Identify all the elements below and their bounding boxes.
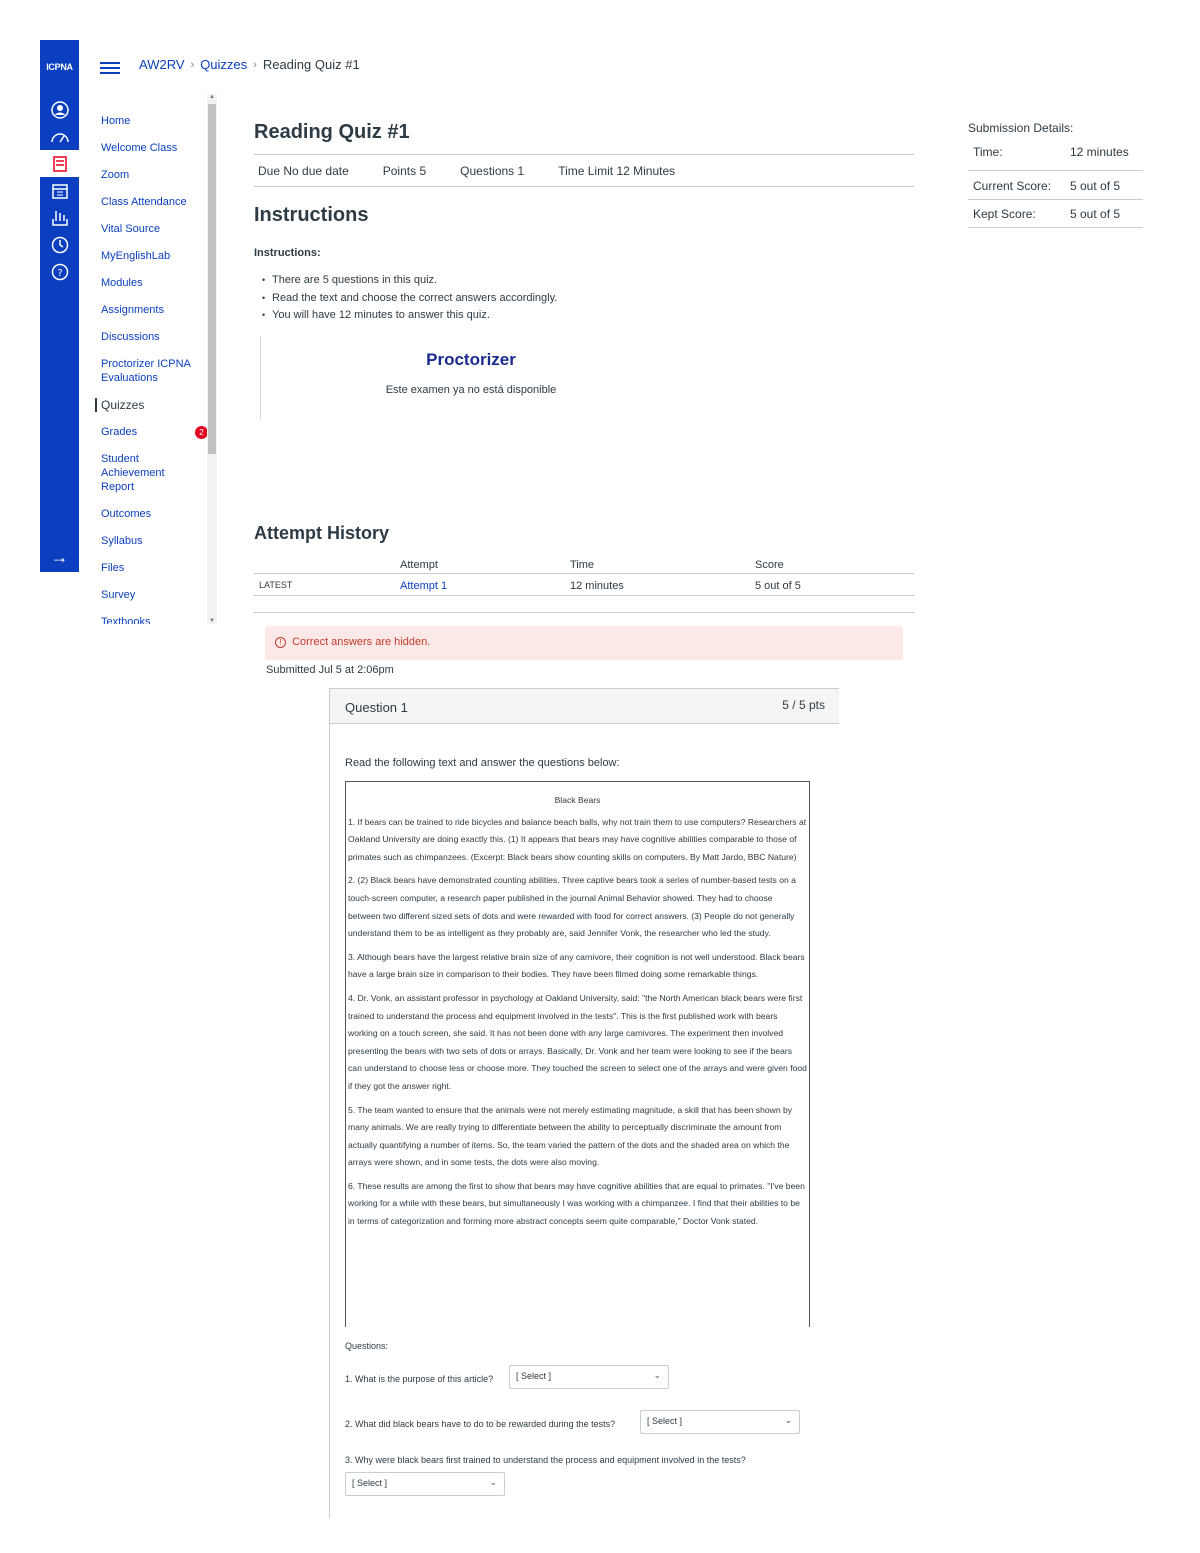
warning-icon: ! (275, 637, 286, 648)
dashboard-icon[interactable] (40, 123, 79, 150)
current-score-value: 5 out of 5 (1070, 179, 1121, 193)
svg-text:?: ? (56, 267, 63, 279)
course-nav-welcome-class[interactable]: Welcome Class (101, 142, 178, 154)
course-nav-home[interactable]: Home (101, 115, 131, 127)
question-intro: Read the following text and answer the questions below: (345, 757, 620, 769)
attempt-table-header (254, 557, 914, 574)
calendar-icon[interactable] (40, 177, 79, 204)
kept-score-label: Kept Score: (973, 207, 1036, 221)
sub-question-3-select[interactable] (345, 1472, 505, 1496)
points-label: Points (382, 163, 417, 178)
instructions-heading: Instructions (254, 204, 369, 226)
due-date (258, 164, 349, 178)
course-nav-assignments[interactable]: Assignments (101, 304, 164, 316)
sub-question-2-select[interactable] (640, 1410, 800, 1434)
history-icon[interactable] (40, 231, 79, 258)
reading-paragraph: 3. Although bears have the largest relative brain size of any carnivore, their cognition is not well understood. Black bears have a large brain size in comparison to their bodies. They have been filmed doing some remarkable things. (348, 951, 805, 980)
attempt-history-table (254, 557, 914, 596)
kept-score-value: 5 out of 5 (1070, 207, 1121, 221)
question-header (330, 688, 839, 724)
attempt-time: 12 minutes (570, 580, 624, 592)
time-limit-value: 12 Minutes (616, 163, 676, 178)
questions-count (460, 164, 524, 178)
course-nav-class-attendance[interactable]: Class Attendance (101, 196, 187, 208)
course-nav-files[interactable]: Files (101, 562, 125, 574)
questions-value: 1 (517, 163, 525, 178)
alert-text: Correct answers are hidden. (292, 636, 431, 648)
column-attempt: Attempt (400, 559, 438, 571)
quiz-meta-bar (254, 154, 914, 187)
course-nav-vital-source[interactable]: Vital Source (101, 223, 161, 235)
select-value: [ Select ] (516, 1371, 552, 1381)
divider (254, 612, 914, 613)
attempt-link[interactable]: Attempt 1 (400, 580, 448, 592)
attempt-score: 5 out of 5 (755, 580, 801, 592)
reading-title: Black Bears (554, 795, 601, 805)
course-nav-grades[interactable] (95, 425, 204, 439)
breadcrumb-separator-icon: › (190, 58, 195, 71)
course-nav-modules[interactable]: Modules (101, 277, 143, 289)
hamburger-menu-icon[interactable] (100, 62, 120, 72)
global-navigation (40, 40, 79, 572)
course-nav-myenglishlab[interactable]: MyEnglishLab (101, 250, 171, 262)
course-nav-scrollbar[interactable] (207, 94, 217, 624)
reading-paragraph: 2. (2) Black bears have demonstrated counting abilities. Three captive bears took a series of number-based tests on a touch-screen computer, a research paper published in the journal Animal Behavior showed. They had to choose between two different sized sets of dots and were rewarded with food for correct answers. (3) People do not generally understand them to be as intelligent as they probably are, said Jennifer Vonk, the researcher who led the study. (348, 875, 796, 939)
table-row (254, 574, 914, 596)
reading-paragraph: 1. If bears can be trained to ride bicycles and balance beach balls, why not train them to use computers? Researchers at Oakland University are doing exactly this. (1) It appears that bears may have cognitive abilities comparable to those of primates such as chimpanzees. (Excerpt: Black bears show counting skills on computers. By Matt Jardo, BBC Nature) (348, 816, 807, 862)
instruction-item: • Read the text and choose the correct answers accordingly. (262, 290, 557, 308)
question-title: Question 1 (345, 700, 408, 715)
help-icon[interactable] (40, 258, 79, 285)
page-title: Reading Quiz #1 (254, 121, 410, 143)
column-score: Score (755, 559, 784, 571)
scrollbar-thumb[interactable] (208, 104, 216, 454)
column-time: Time (570, 559, 595, 571)
questions-subheading: Questions: (345, 1341, 389, 1351)
due-value: No due date (283, 163, 349, 178)
icpna-logo[interactable]: ICPNA (46, 62, 73, 72)
question-points: 5 / 5 pts (782, 698, 825, 712)
select-value: [ Select ] (352, 1478, 388, 1488)
course-nav-discussions[interactable]: Discussions (101, 331, 160, 343)
course-navigation (95, 94, 220, 624)
reading-paragraph: 6. These results are among the first to show that bears may have cognitive abilities that are equal to primates. "I've been working for a while with these bears, but simultaneously I was working with a chimpanzee. I find that their abilities to be in terms of categorization and forming more abstract concepts seem quite comparable," Doctor Vonk stated. (348, 1180, 805, 1227)
course-nav-proctorizer[interactable]: Proctorizer ICPNA Evaluations (101, 358, 191, 384)
select-value: [ Select ] (647, 1416, 683, 1426)
sub-question-3: 3. Why were black bears first trained to understand the process and equipment involved in the tests? (345, 1455, 746, 1465)
time-limit (558, 164, 675, 178)
course-nav-syllabus[interactable]: Syllabus (101, 535, 143, 547)
sub-question-2: 2. What did black bears have to do to be rewarded during the tests? (345, 1419, 616, 1429)
course-nav-grades-label: Grades (101, 426, 138, 438)
instructions-list (262, 272, 557, 325)
breadcrumb-separator-icon: › (253, 58, 257, 71)
breadcrumb-current: Reading Quiz #1 (262, 57, 360, 72)
chevron-down-icon: ⌄ (784, 1415, 792, 1425)
proctorizer-message: Este examen ya no está disponible (385, 384, 557, 396)
breadcrumb (139, 57, 360, 72)
correct-answers-hidden-alert (265, 626, 903, 660)
scroll-up-icon[interactable]: ▲ (209, 94, 215, 100)
chevron-down-icon: ⌄ (653, 1370, 661, 1380)
submission-time-label: Time: (973, 145, 1003, 159)
chevron-down-icon: ⌄ (489, 1477, 497, 1487)
submission-heading: Submission Details: (968, 121, 1074, 135)
instructions-label: Instructions: (254, 247, 321, 259)
submission-time-value: 12 minutes (1070, 145, 1129, 159)
breadcrumb-quizzes[interactable]: Quizzes (200, 57, 248, 72)
breadcrumb-course[interactable]: AW2RV (139, 57, 185, 72)
time-limit-label: Time Limit (558, 163, 614, 178)
reading-paragraph: 5. The team wanted to ensure that the animals were not merely estimating magnitude, a skill that has been shown by many animals. We are really trying to differentiate between the ability to perceptually discriminate the amount from actually quantifying a number of items. So, the team varied the pattern of the dots and the shaded area on which the arrays were shown, and in some tests, the dots were also moving. (348, 1104, 793, 1168)
course-nav-outcomes[interactable]: Outcomes (101, 508, 152, 520)
expand-arrow-icon[interactable]: → (50, 547, 69, 567)
reading-text-box (345, 781, 810, 1327)
course-nav-quizzes[interactable]: Quizzes (95, 398, 200, 412)
account-icon[interactable] (40, 96, 79, 123)
course-nav-textbooks[interactable]: Textbooks (101, 616, 151, 624)
proctorizer-title: Proctorizer (426, 350, 516, 369)
instruction-item: • You will have 12 minutes to answer this quiz. (262, 307, 557, 325)
submitted-timestamp: Submitted Jul 5 at 2:06pm (266, 664, 394, 676)
course-nav-survey[interactable]: Survey (101, 589, 136, 601)
scroll-down-icon[interactable]: ▼ (209, 618, 215, 624)
reading-paragraph: 4. Dr. Vonk, an assistant professor in psychology at Oakland University, said: "the North American black bears were first trained to understand the process and equipment involved in the tests". This is the first published work with bears working on a touch screen, she said. It has not been done with any large carnivores. The experiment then involved presenting the bears with two sets of dots or arrays. Basically, Dr. Vonk and her team were looking to see if the bears can understand to choose less or choose more. They touched the screen to select one of the arrays and were given food if they got the answer right. (348, 992, 807, 1091)
attempt-history-heading: Attempt History (254, 523, 390, 543)
current-score-row (968, 171, 1143, 200)
due-label: Due (258, 163, 281, 178)
kept-score-row (968, 200, 1143, 228)
questions-label: Questions (460, 163, 515, 178)
inbox-icon[interactable] (40, 204, 79, 231)
sub-question-1: 1. What is the purpose of this article? (345, 1374, 494, 1384)
latest-tag: LATEST (259, 580, 293, 590)
submission-time-row (968, 143, 1143, 171)
proctorizer-frame (260, 336, 680, 420)
sub-question-1-select[interactable] (509, 1365, 669, 1389)
points-value: 5 (419, 163, 427, 178)
courses-icon[interactable] (40, 150, 79, 177)
points (383, 164, 426, 178)
grades-badge: 2 (195, 426, 208, 439)
course-nav-student-achievement[interactable]: Student Achievement Report (101, 453, 165, 493)
submission-details (968, 121, 1143, 228)
current-score-label: Current Score: (973, 179, 1052, 193)
question-1 (329, 688, 839, 1518)
instruction-item: • There are 5 questions in this quiz. (262, 272, 557, 290)
course-nav-zoom[interactable]: Zoom (101, 169, 130, 181)
